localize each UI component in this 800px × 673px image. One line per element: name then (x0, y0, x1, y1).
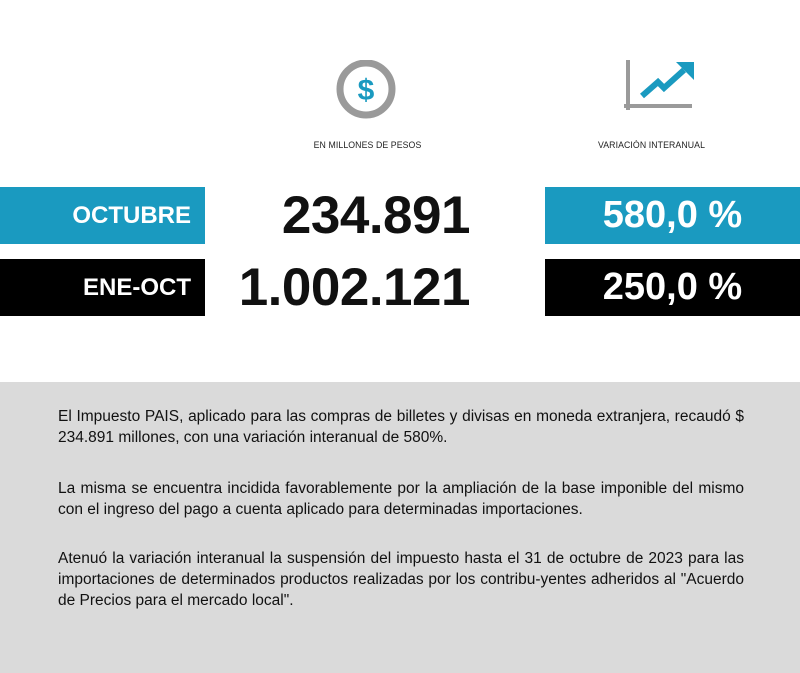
dollar-coin-icon (333, 60, 399, 120)
svg-text:$: $ (357, 74, 375, 107)
period-band-ene-oct (0, 259, 205, 316)
info-paragraph: Atenuó la variación interanual la suspensión del impuesto hasta el 31 de octubre de 2023 para las importaciones de determinados productos realizadas por los contribu-yentes adheridos al "Acuerdo de Precios para el mercado local". (58, 550, 744, 609)
amount-value-octubre: 234.891 (281, 186, 470, 245)
variation-column-label: VARIACIÓN INTERANUAL (597, 140, 706, 151)
info-panel (0, 382, 800, 673)
trend-up-chart-icon (620, 58, 700, 124)
amount-column-label: EN MILLONES DE PESOS (313, 140, 422, 151)
period-label: ENE-OCT (83, 273, 191, 301)
variation-band-octubre (545, 187, 800, 244)
period-band-octubre (0, 187, 205, 244)
info-paragraph: El Impuesto PAIS, aplicado para las compras de billetes y divisas en moneda extranjera, recaudó $ 234.891 millones, con una variación interanual de 580%. (58, 408, 744, 446)
variation-band-ene-oct (545, 259, 800, 316)
variation-value: 580,0 % (602, 194, 743, 236)
amount-value-ene-oct: 1.002.121 (238, 258, 470, 317)
period-label: OCTUBRE (72, 201, 191, 229)
info-paragraph: La misma se encuentra incidida favorablemente por la ampliación de la base imponible del mismo con el ingreso del pago a cuenta aplicado para determinadas importaciones. (58, 480, 744, 518)
variation-value: 250,0 % (602, 266, 743, 308)
